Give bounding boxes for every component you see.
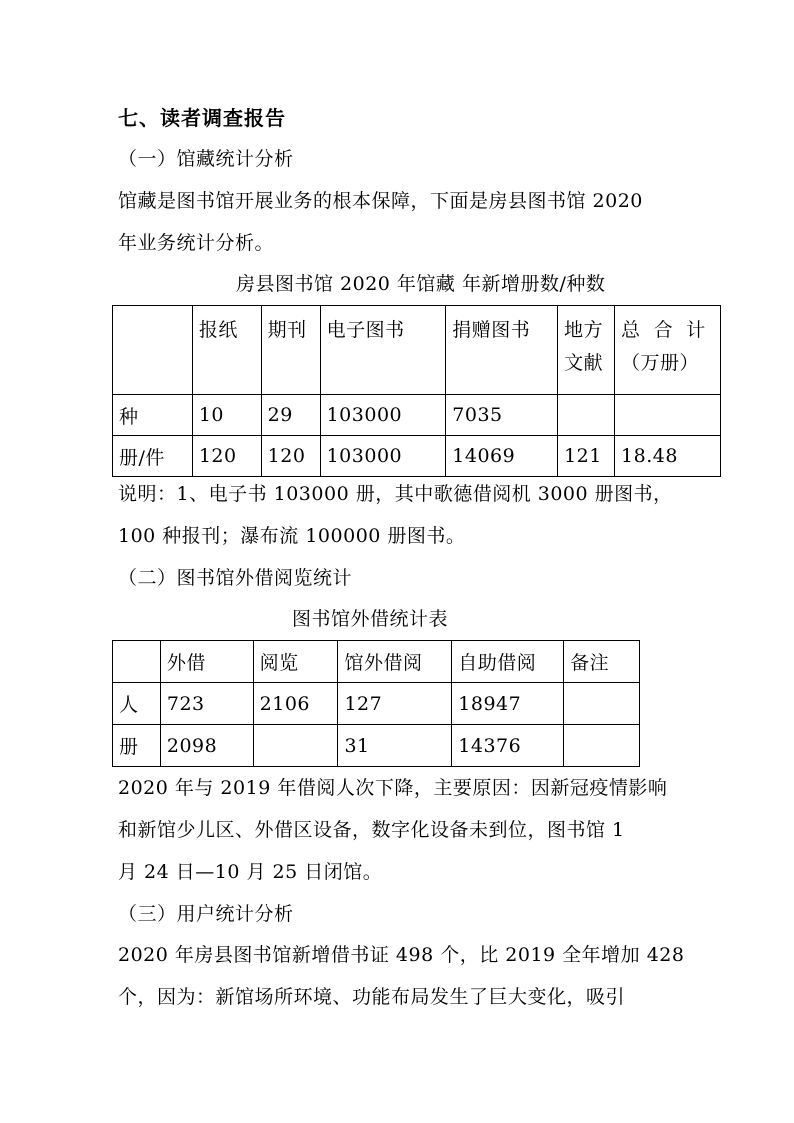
table-cell: 18.48 (615, 436, 721, 477)
note-line: 100 种报刊；瀑布流 100000 册图书。 (118, 525, 466, 547)
table-header-cell: 期刊 (261, 306, 320, 395)
table-header-cell: 捐赠图书 (446, 306, 558, 395)
table-cell: 10 (192, 395, 261, 436)
table-cell: 14069 (446, 436, 558, 477)
paragraph-line: 馆藏是图书馆开展业务的根本保障，下面是房县图书馆 2020 (118, 190, 643, 212)
table-header-cell (113, 306, 193, 395)
table-header-cell: 报纸 (192, 306, 261, 395)
paragraph-line: 和新馆少儿区、外借区设备，数字化设备未到位，图书馆 1 (118, 819, 625, 841)
header-text: （万册） (621, 352, 700, 374)
table-cell (615, 395, 721, 436)
table-cell: 121 (558, 436, 615, 477)
paragraph-line: 年业务统计分析。 (118, 232, 275, 254)
table-header-row (113, 306, 721, 395)
table-header-cell: 电子图书 (320, 306, 446, 395)
subsection-heading-users: （三）用户统计分析 (118, 903, 294, 925)
table-row (113, 436, 721, 477)
table-cell: 18947 (452, 683, 564, 725)
paragraph-line: 个，因为：新馆场所环境、功能布局发生了巨大变化，吸引 (118, 986, 626, 1008)
paragraph-line: 2020 年房县图书馆新增借书证 498 个，比 2019 全年增加 428 (118, 944, 685, 966)
table-caption: 房县图书馆 2020 年馆藏 年新增册数/种数 (236, 273, 606, 295)
table-header-cell (113, 641, 161, 683)
table-header-cell: 阅览 (253, 641, 338, 683)
table-cell (253, 725, 338, 767)
note-line: 说明：1、电子书 103000 册，其中歌德借阅机 3000 册图书， (118, 483, 673, 505)
table-cell (564, 725, 640, 767)
table-cell: 723 (160, 683, 253, 725)
table-cell: 2106 (253, 683, 338, 725)
subsection-heading-lending: （二）图书馆外借阅览统计 (118, 567, 353, 589)
table-header-cell: 馆外借阅 (338, 641, 452, 683)
paragraph-line: 月 24 日—10 月 25 日闭馆。 (118, 861, 383, 883)
section-title: 七、读者调查报告 (118, 106, 286, 130)
paragraph-line: 2020 年与 2019 年借阅人次下降，主要原因：因新冠疫情影响 (118, 777, 668, 799)
table-cell: 31 (338, 725, 452, 767)
table-header-row (113, 641, 640, 683)
table-cell: 120 (261, 436, 320, 477)
table-cell: 种 (113, 395, 193, 436)
table-caption: 图书馆外借统计表 (292, 608, 449, 630)
table-cell: 人 (113, 683, 161, 725)
table-cell: 册/件 (113, 436, 193, 477)
collection-stats-table (112, 305, 721, 477)
table-header-cell: 外借 (160, 641, 253, 683)
table-header-cell (558, 306, 615, 395)
subsection-heading-collection: （一）馆藏统计分析 (118, 148, 294, 170)
table-cell: 120 (192, 436, 261, 477)
table-cell: 103000 (320, 436, 446, 477)
table-cell: 103000 (320, 395, 446, 436)
table-cell (564, 683, 640, 725)
table-row (113, 725, 640, 767)
table-cell (558, 395, 615, 436)
header-text: 总 合 计 (621, 319, 706, 341)
table-cell: 14376 (452, 725, 564, 767)
table-cell: 册 (113, 725, 161, 767)
table-cell: 7035 (446, 395, 558, 436)
table-row (113, 395, 721, 436)
table-cell: 29 (261, 395, 320, 436)
table-header-cell: 自助借阅 (452, 641, 564, 683)
header-text: 文献 (564, 352, 604, 374)
table-row (113, 683, 640, 725)
header-text: 地方 (564, 319, 604, 341)
lending-stats-table (112, 640, 640, 767)
table-cell: 127 (338, 683, 452, 725)
table-header-cell: 备注 (564, 641, 640, 683)
table-header-cell (615, 306, 721, 395)
table-cell: 2098 (160, 725, 253, 767)
